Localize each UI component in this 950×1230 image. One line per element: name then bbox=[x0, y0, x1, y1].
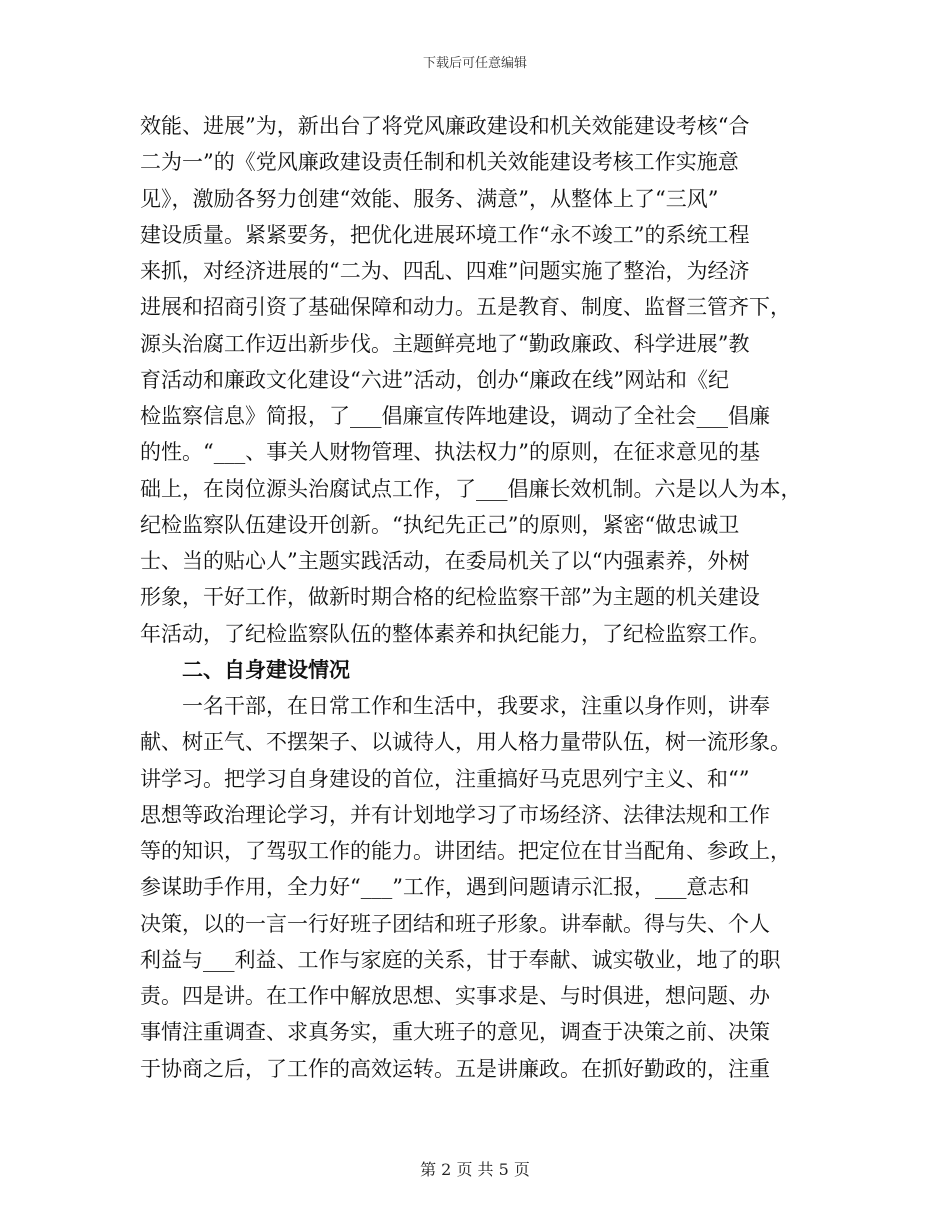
text-line: 参谋助手作用，全力好“___”工作，遇到问题请示汇报，___意志和 bbox=[140, 875, 750, 900]
text-line: 纪检监察队伍建设开创新。“执纪先正己”的原则，紧密“做忠诚卫 bbox=[140, 512, 740, 537]
text-line: 进展和招商引资了基础保障和动力。五是教育、制度、监督三管齐下， bbox=[140, 295, 791, 320]
page-header-note: 下载后可任意编辑 bbox=[422, 56, 527, 71]
text-line: 检监察信息》简报，了___倡廉宣传阵地建设，调动了全社会___倡廉 bbox=[140, 404, 770, 428]
text-line: 建设质量。紧紧要务，把优化进展环境工作“永不竣工”的系统工程 bbox=[140, 222, 750, 247]
text-line: 来抓，对经济进展的“二为、四乱、四难”问题实施了整治，为经济 bbox=[140, 259, 750, 283]
text-line: 决策，以的一言一行好班子团结和班子形象。讲奉献。得与失、个人 bbox=[140, 911, 770, 936]
text-line: 育活动和廉政文化建设“六进”活动，创办“廉政在线”网站和《纪 bbox=[140, 367, 729, 392]
text-line: 等的知识，了驾驭工作的能力。讲团结。把定位在甘当配角、参政上， bbox=[140, 839, 791, 863]
text-line: 责。四是讲。在工作中解放思想、实事求是、与时俱进，想问题、办 bbox=[140, 984, 770, 1008]
text-line: 利益与___利益、工作与家庭的关系，甘于奉献、诚实敬业，地了的职 bbox=[140, 947, 781, 972]
text-line: 士、当的贴心人”主题实践活动，在委局机关了以“内强素养，外树 bbox=[140, 549, 750, 573]
text-line: 一名干部，在日常工作和生活中，我要求，注重以身作则，讲奉 bbox=[182, 694, 770, 718]
text-line: 础上，在岗位源头治腐试点工作，了___倡廉长效机制。六是以人为本， bbox=[140, 476, 802, 501]
text-line: 献、树正气、不摆架子、以诚待人，用人格力量带队伍，树一流形象。 bbox=[140, 730, 791, 755]
document-body bbox=[140, 108, 810, 1087]
text-line: 思想等政治理论学习，并有计划地学习了市场经济、法律法规和工作 bbox=[140, 802, 770, 827]
text-line: 的性。“___、事关人财物管理、执法权力”的原则，在征求意见的基 bbox=[140, 440, 760, 465]
section-heading: 二、自身建设情况 bbox=[182, 656, 350, 682]
text-line: 于协商之后，了工作的高效运转。五是讲廉政。在抓好勤政的，注重 bbox=[140, 1056, 770, 1081]
text-line: 形象，干好工作，做新时期合格的纪检监察干部”为主题的机关建设 bbox=[140, 585, 760, 610]
text-line: 事情注重调查、求真务实，重大班子的意见，调查于决策之前、决策 bbox=[140, 1020, 770, 1045]
text-line: 源头治腐工作迈出新步伐。主题鲜亮地了“勤政廉政、科学进展”教 bbox=[140, 331, 750, 356]
text-line: 见》，激励各努力创建“效能、服务、满意”，从整体上了“三风” bbox=[140, 186, 719, 211]
text-line: 二为一”的《党风廉政建设责任制和机关效能建设考核工作实施意 bbox=[140, 150, 739, 175]
text-line: 讲学习。把学习自身建设的首位，注重搞好马克思列宁主义、和“” bbox=[140, 766, 750, 791]
text-line: 效能、进展”为，新出台了将党风廉政建设和机关效能建设考核“合 bbox=[140, 114, 750, 138]
text-line: 年活动，了纪检监察队伍的整体素养和执纪能力，了纪检监察工作。 bbox=[140, 621, 770, 646]
page-number: 第 2 页 共 5 页 bbox=[420, 1160, 530, 1179]
